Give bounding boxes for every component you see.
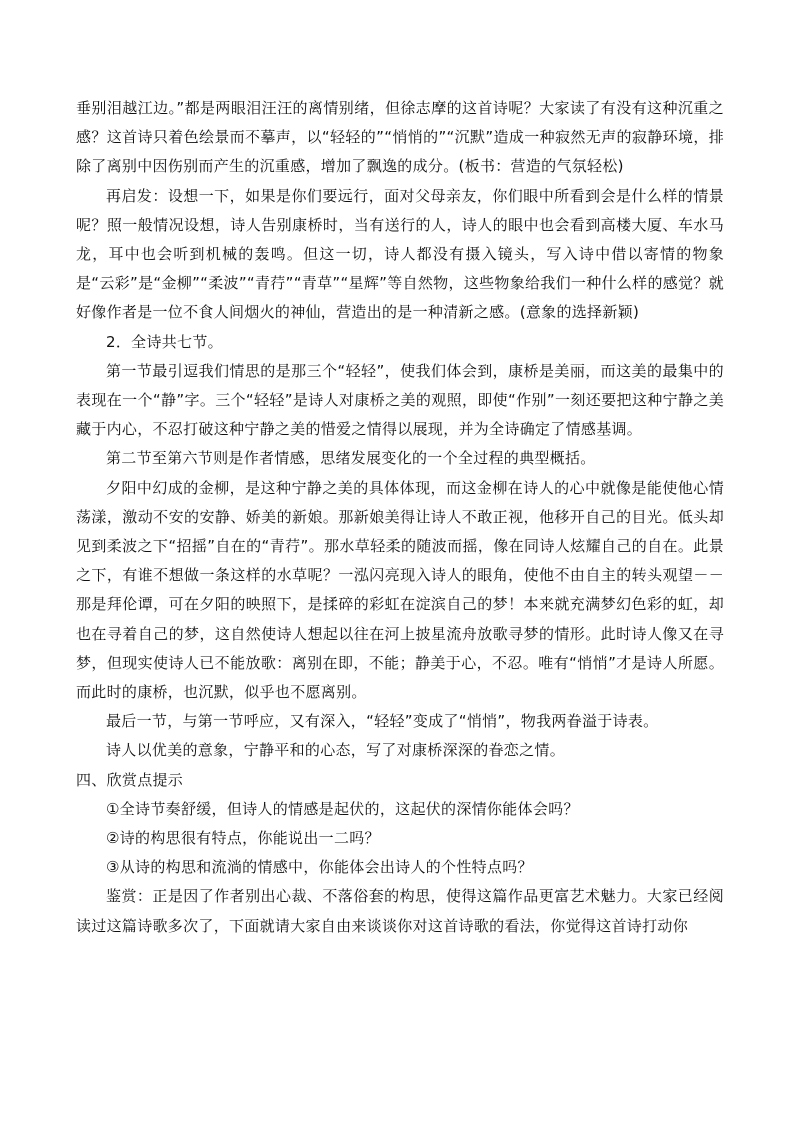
paragraph-8: 诗人以优美的意象，宁静平和的心态，写了对康桥深深的眷恋之情。	[106, 741, 566, 760]
prompt-item-1: ①全诗节奏舒缓，但诗人的情感是起伏的，这起伏的深情你能体会吗？	[106, 799, 579, 818]
section-heading-4: 四、欣赏点提示	[76, 770, 184, 789]
paragraph-5: 第二节至第六节则是作者情感，思绪发展变化的一个全过程的典型概括。	[106, 449, 596, 468]
document-page	[76, 94, 724, 941]
paragraph-appreciation: 鉴赏：正是因了作者别出心裁、不落俗套的构思，使得这篇作品更富艺术魅力。大家已经阅读过这篇诗歌多次了，下面就请大家自由来谈谈你对这首诗歌的看法，你觉得这首诗打动你	[76, 887, 724, 935]
prompt-item-3: ③从诗的构思和流淌的情感中，你能体会出诗人的个性特点吗？	[106, 858, 533, 877]
paragraph-1: 垂别泪越江边。”都是两眼泪汪汪的离情别绪，但徐志摩的这首诗呢？大家读了有没有这种沉重之感？这首诗只着色绘景而不摹声，以“轻轻的”“悄悄的”“沉默”造成一种寂然无声的寂静环境，排除了离别中因伤别而产生的沉重感，增加了飘逸的成分。(板书：营造的气氛轻松)	[76, 99, 724, 176]
section-heading-2: 2．全诗共七节。	[106, 332, 223, 351]
paragraph-7: 最后一节，与第一节呼应，又有深入，“轻轻”变成了“悄悄”，物我两眷溢于诗表。	[106, 712, 659, 731]
prompt-item-2: ②诗的构思很有特点，你能说出一二吗？	[106, 829, 380, 848]
paragraph-6: 夕阳中幻成的金柳，是这种宁静之美的具体体现，而这金柳在诗人的心中就像是能使他心情荡漾，激动不安的安静、娇美的新娘。那新娘美得让诗人不敢正视，他移开自己的目光。低头却见到柔波之下“招摇”自在的“青荇”。那水草轻柔的随波而摇，像在同诗人炫耀自己的自在。此景之下，有谁不想做一条这样的水草呢？一泓闪亮现入诗人的眼角，使他不由自主的转头观望－－那是拜伦谭，可在夕阳的映照下，是揉碎的彩虹在淀滨自己的梦！本来就充满梦幻色彩的虹，却也在寻着自己的梦，这自然使诗人想起以往在河上披星流舟放歌寻梦的情形。此时诗人像又在寻梦，但现实使诗人已不能放歌：离别在即，不能；静美于心，不忍。唯有“悄悄”才是诗人所愿。而此时的康桥，也沉默，似乎也不愿离别。	[76, 478, 724, 702]
paragraph-2: 再启发：设想一下，如果是你们要远行，面对父母亲友，你们眼中所看到会是什么样的情景呢？照一般情况设想，诗人告别康桥时，当有送行的人，诗人的眼中也会看到高楼大厦、车水马龙，耳中也会听到机械的轰鸣。但这一切，诗人都没有摄入镜头，写入诗中借以寄情的物象是“云彩”是“金柳”“柔波”“青荇”“青草”“星辉”等自然物，这些物象给我们一种什么样的感觉？就好像作者是一位不食人间烟火的神仙，营造出的是一种清新之感。(意象的选择新颖)	[76, 186, 724, 322]
paragraph-4: 第一节最引逗我们情思的是那三个“轻轻”，使我们体会到，康桥是美丽，而这美的最集中的表现在一个“静”字。三个“轻轻”是诗人对康桥之美的观照，即使“作别”一刻还要把这种宁静之美藏于内心，不忍打破这种宁静之美的惜爱之情得以展现，并为全诗确定了情感基调。	[76, 361, 724, 439]
